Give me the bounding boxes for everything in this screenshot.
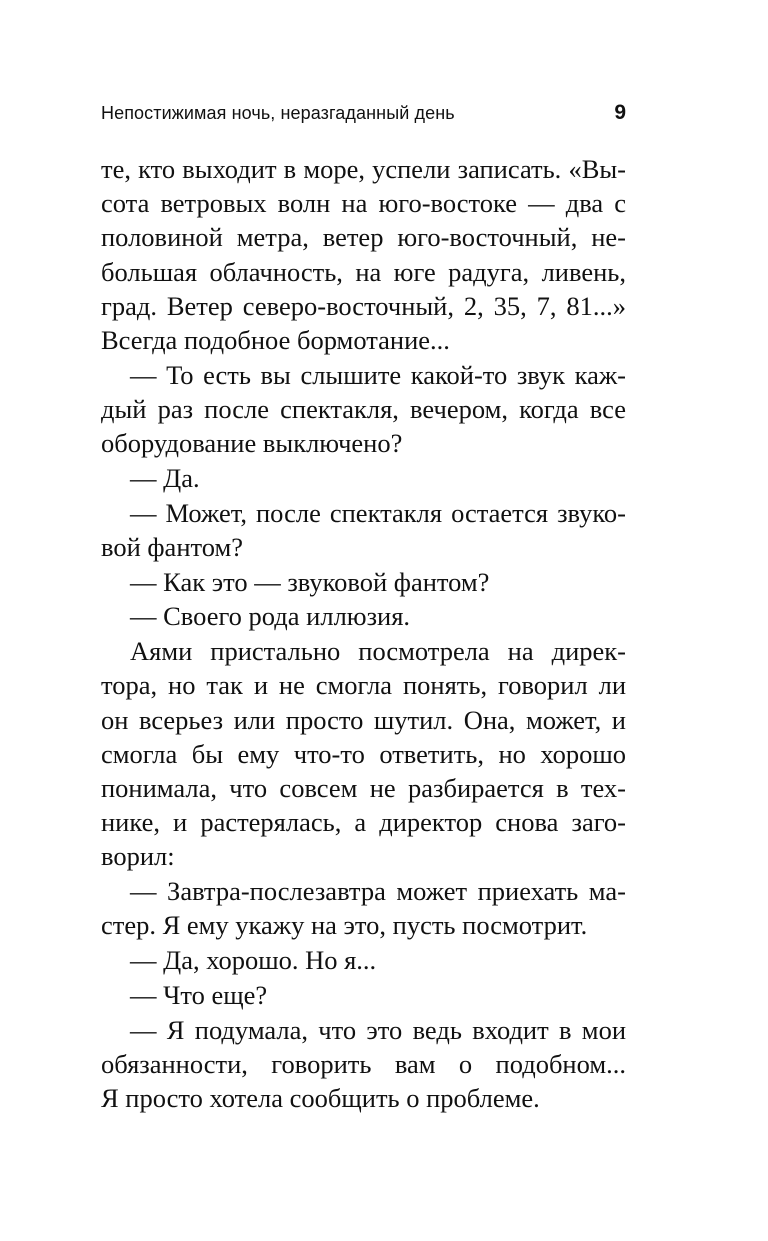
text-line: тора, но так и не смогла понять, говорил ли <box>101 670 626 701</box>
text-line: те, кто выходит в море, успели записать. «Вы- <box>101 154 626 184</box>
text-line: понимала, что совсем не разбирается в тех- <box>101 772 626 803</box>
text-line: — Завтра-послезавтра может приехать ма- <box>130 876 626 907</box>
text-line: смогла бы ему что-то ответить, но хорошо <box>101 738 626 769</box>
text-line: Аями пристально посмотрела на дирек- <box>130 636 626 667</box>
paragraph <box>101 874 626 942</box>
text-line: ворил: <box>101 841 175 872</box>
page-header <box>101 101 626 129</box>
text-line: сота ветровых волн на юго-востоке — два с <box>101 188 626 219</box>
text-line: Всегда подобное бормотание... <box>101 324 450 355</box>
text-line: — То есть вы слышите какой-то звук каж- <box>130 359 626 390</box>
paragraph <box>101 461 626 495</box>
paragraph <box>101 565 626 599</box>
text-line: град. Ветер северо-восточный, 2, 35, 7, 81...» <box>101 290 626 321</box>
text-line: нике, и растерялась, а директор снова заго- <box>101 807 626 838</box>
text-line: — Своего рода иллюзия. <box>130 601 411 632</box>
text-line: — Да, хорошо. Но я... <box>130 945 377 976</box>
paragraph <box>101 358 626 461</box>
paragraph <box>101 1013 626 1116</box>
paragraph <box>101 943 626 977</box>
paragraph <box>101 496 626 564</box>
paragraph <box>101 599 626 633</box>
text-line: он всерьез или просто шутил. Она, может, и <box>101 704 626 735</box>
text-line: обязанности, говорить вам о подобном... <box>101 1048 626 1079</box>
running-title: Непостижимая ночь, неразгаданный день <box>101 103 455 123</box>
text-line: вой фантом? <box>101 531 244 562</box>
paragraph <box>101 634 626 873</box>
text-line: стер. Я ему укажу на это, пусть посмотрит. <box>101 910 588 941</box>
text-line: — Может, после спектакля остается звуко- <box>130 497 626 528</box>
text-line: — Да. <box>130 462 200 493</box>
text-line: Я просто хотела сообщить о проблеме. <box>101 1083 540 1113</box>
paragraph <box>101 152 626 357</box>
text-line: оборудование выключено? <box>101 428 403 459</box>
text-line: большая облачность, на юге радуга, ливень, <box>101 256 626 287</box>
text-line: дый раз после спектакля, вечером, когда все <box>101 393 626 424</box>
paragraph <box>101 978 626 1012</box>
page-number: 9 <box>614 101 626 124</box>
text-line: — Я подумала, что это ведь входит в мои <box>130 1014 626 1045</box>
text-line: — Что еще? <box>130 979 268 1010</box>
text-line: половиной метра, ветер юго-восточный, не- <box>101 222 626 253</box>
text-line: — Как это — звуковой фантом? <box>130 566 490 597</box>
body-text <box>101 152 626 1116</box>
